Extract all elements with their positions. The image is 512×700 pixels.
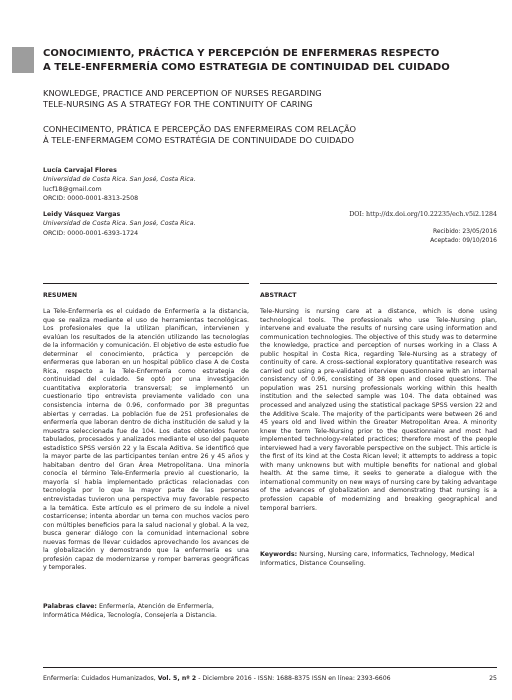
doi-link[interactable]: DOI: http://dx.doi.org/10.22235/ech.v5i2.1284 [349, 211, 497, 218]
abstract-keywords-label: Keywords: [260, 551, 298, 558]
abstract-text: Tele-Nursing is nursing care at a distance, which is done using technological tools. The professionals who use Tele-Nursing plan, intervene and evaluate the results of nursing care using information and communication technologies. The objective of this study was to determine the knowledge, practice and perception of nurses working in a Class A public hospital in Costa Rica, regarding Tele-Nursing as a strategy of continuity of care. A cross-sectional exploratory quantitative research was carried out using a pre-validated interview questionnaire with an internal consistency of 0.96, consisting of 38 open and closed questions. The population was 251 nursing professionals working within this health institution and the selected sample was 104. The data obtained was processed and analyzed using the statistical package SPSS version 22 and the Additive Scale. The majority of the participants were between 26 and 45 years old and lived within the Greater Metropolitan Area. A minority knew the term Tele-Nursing prior to the questionnaire and most had implemented technology-related practices; therefore most of the people interviewed had a very favorable perspective on the subject. This article is the first of its kind at the Costa Rican level; it attempts to address a topic with many unknowns but with multiple benefits for national and global health. At the same time, it seeks to generate a dialogue with the international community on new ways of nursing care by taking advantage of the advances of globalization and demonstrating that nursing is a profession capable of modernizing and breaking geographical and temporal barriers. [260, 308, 497, 512]
title-en-line-2: TELE-NURSING AS A STRATEGY FOR THE CONTINUITY OF CARING [43, 99, 313, 109]
author-2-affiliation: Universidad de Costa Rica. San José, Costa Rica. [43, 220, 196, 228]
article-title-pt [43, 124, 498, 146]
article-title-es [43, 47, 498, 75]
resumen-body [43, 308, 249, 573]
author-1-affiliation: Universidad de Costa Rica. San José, Costa Rica. [43, 176, 196, 184]
page-number: 25 [489, 675, 497, 682]
author-2 [43, 210, 196, 238]
resumen-keywords-list: Enfermería, Atención de Enfermería, Informática Médica, Tecnología, Consejería a Distancia. [43, 603, 217, 619]
received-date: Recibido: 23/05/2016 [432, 228, 497, 235]
author-2-orcid: ORCID: 0000-0001-6393-1724 [43, 229, 139, 237]
article-dates [430, 227, 497, 245]
abstract-body [260, 308, 497, 513]
author-1-orcid: ORCID: 0000-0001-8313-2508 [43, 195, 139, 203]
author-1-email[interactable]: lucf18@gmail.com [43, 185, 102, 193]
title-es-line-2: A TELE-ENFERMERÍA COMO ESTRATEGIA DE CONTINUIDAD DEL CUIDADO [43, 62, 450, 73]
resumen-heading: RESUMEN [43, 292, 78, 299]
abstract-keywords-list: Nursing, Nursing care, Informatics, Technology, Medical Informatics, Distance Counseling. [260, 551, 475, 567]
footer-issn: - Diciembre 2016 - ISSN: 1688-8375 ISSN en línea: 2393-6606 [196, 675, 391, 682]
resumen-keywords [43, 602, 249, 620]
article-title-en [43, 88, 498, 110]
resumen-keywords-label: Palabras clave: [43, 603, 97, 610]
author-1 [43, 166, 196, 204]
abstract-heading: ABSTRACT [260, 292, 297, 299]
footer-volume: Vol. 5, nº 2 [157, 675, 197, 682]
title-es-line-1: CONOCIMIENTO, PRÁCTICA Y PERCEPCIÓN DE ENFERMERAS RESPECTO [43, 48, 440, 59]
title-en-line-1: KNOWLEDGE, PRACTICE AND PERCEPTION OF NURSES REGARDING [43, 88, 322, 98]
abstract-top-rule [260, 283, 497, 284]
title-pt-line-1: CONHECIMENTO, PRÁTICA E PERCEPÇÃO DAS ENFERMEIRAS COM RELAÇÃO [43, 124, 357, 134]
resumen-text: La Tele-Enfermería es el cuidado de Enfermería a la distancia, que se realiza mediante el uso de herramientas tecnológicas. Los profesionales que la utilizan planifican, intervienen y evalúan los resultados de la atención utilizando las tecnologías de la información y comunicación. El objetivo de este estudio fue determinar el conocimiento, práctica y percepción de enfermeras que laboran en un hospital público clase A de Costa Rica, respecto a la Tele-Enfermería como estrategia de continuidad del cuidado. Se optó por una investigación cuantitativa exploratoria transversal; se implementó un cuestionario tipo entrevista previamente validado con una consistencia interna de 0.96, conformado por 38 preguntas abiertas y cerradas. La población fue de 251 profesionales de enfermería que laboran dentro de dicha institución de salud y la muestra seleccionada fue de 104. Los datos obtenidos fueron tabulados, procesados y analizados mediante el uso del paquete estadístico SPSS versión 22 y la Escala Aditiva. Se identificó que la mayor parte de las participantes tenían entre 26 y 45 años y habitaban dentro del Gran Área Metropolitana. Una minoría conocía el término Tele-Enfermería previo al cuestionario, la mayoría sí había implementado prácticas relacionadas con tecnología por lo que la mayor parte de las personas entrevistadas tuvieron una perspectiva muy favorable respecto a la temática. Este artículo es el primero de su índole a nivel costarricense; intenta abordar un tema con muchos vacíos pero con múltiples beneficios para la salud nacional y global. A la vez, busca generar diálogo con la comunidad internacional sobre nuevas formas de llevar cuidados aprovechando los avances de la globalización y demostrando que la enfermería es una profesión capaz de modernizarse y romper barreras geográficas y temporales. [43, 308, 249, 572]
title-pt-line-2: À TELE-ENFERMAGEM COMO ESTRATÉGIA DE CONTINUIDADE DO CUIDADO [43, 135, 354, 145]
author-2-name: Leidy Vásquez Vargas [43, 211, 121, 218]
title-marker-square [12, 47, 34, 73]
abstract-keywords [260, 550, 497, 568]
author-1-name: Lucía Carvajal Flores [43, 167, 117, 174]
footer-rule [43, 667, 497, 668]
footer-journal: Enfermería: Cuidados Humanizados, [43, 675, 158, 682]
resumen-top-rule [43, 283, 249, 284]
journal-footer [43, 675, 391, 682]
accepted-date: Aceptado: 09/10/2016 [430, 237, 497, 244]
